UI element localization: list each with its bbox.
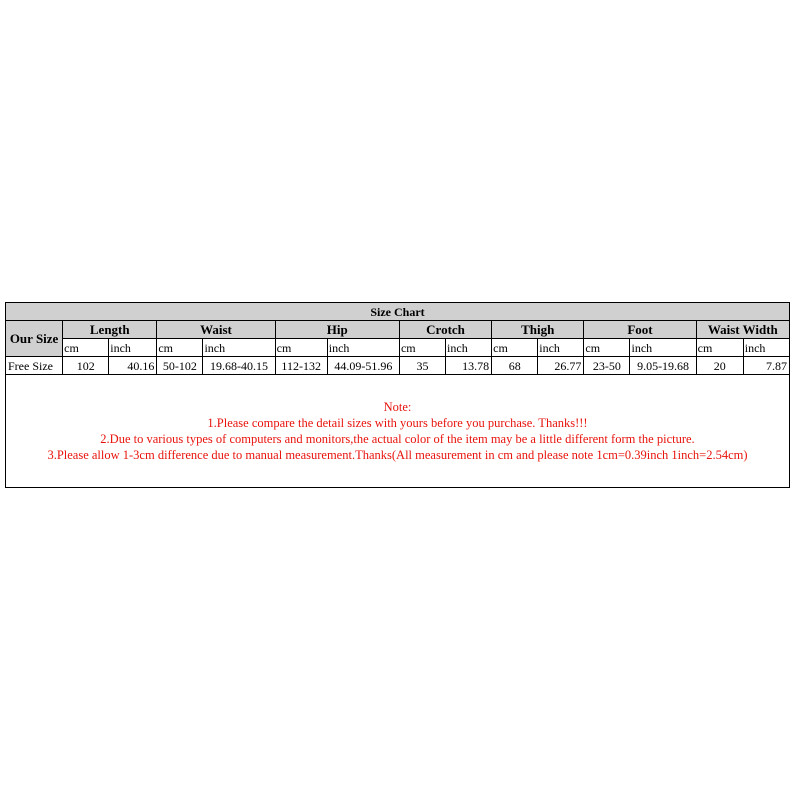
value-length-cm: 102 [63, 357, 109, 375]
unit-cm-thigh: cm [492, 339, 538, 357]
unit-inch-crotch: inch [446, 339, 492, 357]
note-line-2: 2.Due to various types of computers and monitors,the actual color of the item may be a little different form the picture. [100, 432, 695, 446]
our-size-header: Our Size [6, 321, 63, 357]
value-foot-inch: 9.05-19.68 [630, 357, 696, 375]
header-waist: Waist [157, 321, 275, 339]
unit-cm-waist: cm [157, 339, 203, 357]
unit-inch-foot: inch [630, 339, 696, 357]
unit-inch-waist-width: inch [743, 339, 789, 357]
value-thigh-inch: 26.77 [538, 357, 584, 375]
value-waist-inch: 19.68-40.15 [203, 357, 275, 375]
header-crotch: Crotch [399, 321, 491, 339]
unit-inch-hip: inch [327, 339, 399, 357]
unit-cm-waist-width: cm [696, 339, 743, 357]
unit-cm-foot: cm [584, 339, 630, 357]
note-box [6, 375, 790, 488]
header-length: Length [63, 321, 157, 339]
unit-inch-waist: inch [203, 339, 275, 357]
unit-inch-thigh: inch [538, 339, 584, 357]
value-thigh-cm: 68 [492, 357, 538, 375]
header-foot: Foot [584, 321, 696, 339]
note-line-1: 1.Please compare the detail sizes with yours before you purchase. Thanks!!! [207, 416, 588, 430]
unit-inch-length: inch [109, 339, 157, 357]
unit-cm-crotch: cm [399, 339, 445, 357]
unit-cm-hip: cm [275, 339, 327, 357]
value-hip-inch: 44.09-51.96 [327, 357, 399, 375]
value-waist-width-inch: 7.87 [743, 357, 789, 375]
note-heading: Note: [383, 400, 412, 414]
header-thigh: Thigh [492, 321, 584, 339]
value-crotch-cm: 35 [399, 357, 445, 375]
value-length-inch: 40.16 [109, 357, 157, 375]
value-crotch-inch: 13.78 [446, 357, 492, 375]
value-hip-cm: 112-132 [275, 357, 327, 375]
size-chart-title: Size Chart [6, 303, 790, 321]
header-waist-width: Waist Width [696, 321, 789, 339]
value-waist-width-cm: 20 [696, 357, 743, 375]
unit-cm-length: cm [63, 339, 109, 357]
size-chart-table [5, 302, 790, 488]
value-foot-cm: 23-50 [584, 357, 630, 375]
size-free-size: Free Size [6, 357, 63, 375]
value-waist-cm: 50-102 [157, 357, 203, 375]
header-hip: Hip [275, 321, 399, 339]
note-line-3: 3.Please allow 1-3cm difference due to manual measurement.Thanks(All measurement in cm and please note 1cm=0.39inch 1inch=2.54cm) [47, 448, 748, 462]
